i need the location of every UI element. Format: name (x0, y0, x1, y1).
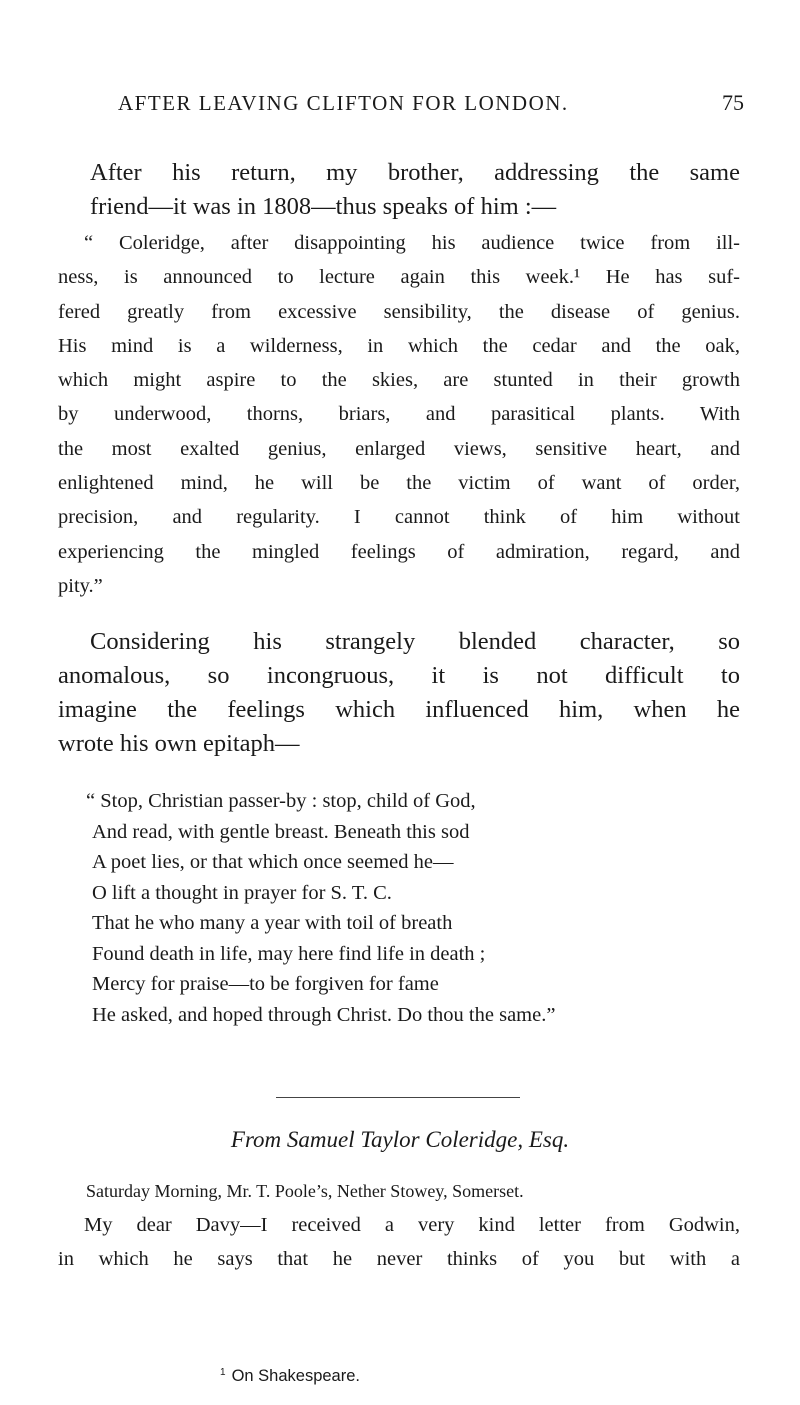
verse-line: Found death in life, may here find life in death ; (92, 942, 486, 965)
text-line: imagine the feelings which influenced him, when he (58, 696, 740, 723)
verse-line: And read, with gentle breast. Beneath this sod (92, 820, 470, 843)
page-number: 75 (722, 90, 744, 115)
text-line: experiencing the mingled feelings of admiration, regard, and (58, 540, 740, 563)
text-line: My dear Davy—I received a very kind letter from Godwin, (84, 1214, 740, 1236)
text-line: ness, is announced to lecture again this week.¹ He has suf- (58, 266, 740, 289)
text-line: After his return, my brother, addressing the same (90, 159, 740, 186)
text-line: pity.” (58, 574, 103, 597)
text-line: His mind is a wilderness, in which the cedar and the oak, (58, 334, 740, 357)
text-line: Considering his strangely blended character, so (90, 628, 740, 655)
verse-line: Mercy for praise—to be forgiven for fame (92, 973, 439, 995)
text-line: wrote his own epitaph— (58, 730, 300, 757)
text-line: the most exalted genius, enlarged views, sensitive heart, and (58, 437, 740, 460)
text-line: by underwood, thorns, briars, and parasitical plants. With (58, 403, 740, 426)
intro-paragraph (58, 156, 740, 224)
text-line: “ Coleridge, after disappointing his audience twice from ill- (84, 232, 740, 254)
running-title: AFTER LEAVING CLIFTON FOR LONDON. (118, 91, 569, 115)
footnote (220, 1362, 360, 1387)
text-line: precision, and regularity. I cannot think of him without (58, 506, 740, 529)
dateline-text: Saturday Morning, Mr. T. Poole’s, Nether Stowey, Somerset. (86, 1181, 524, 1201)
verse-line: “ Stop, Christian passer-by : stop, child of God, (86, 790, 476, 812)
text-line: anomalous, so incongruous, it is not difficult to (58, 662, 740, 689)
verse-line: A poet lies, or that which once seemed he— (92, 851, 454, 873)
considering-paragraph (58, 625, 740, 761)
text-line: friend—it was in 1808—thus speaks of him :— (90, 193, 557, 220)
letter-heading: From Samuel Taylor Coleridge, Esq. (230, 1127, 570, 1152)
letter-opening (58, 1208, 740, 1277)
epitaph-verse (86, 786, 746, 1030)
letter-dateline (86, 1176, 740, 1206)
text-line: fered greatly from excessive sensibility, the disease of genius. (58, 300, 740, 323)
verse-line: That he who many a year with toil of breath (92, 912, 453, 934)
text-line: which might aspire to the skies, are stunted in their growth (58, 369, 740, 392)
verse-line: He asked, and hoped through Christ. Do thou the same.” (92, 1003, 556, 1026)
text-line: in which he says that he never thinks of you but with a (58, 1248, 740, 1271)
section-divider (276, 1097, 520, 1098)
text-line: enlightened mind, he will be the victim of want of order, (58, 472, 740, 495)
footnote-text: On Shakespeare. (231, 1367, 360, 1385)
verse-line: O lift a thought in prayer for S. T. C. (92, 881, 392, 904)
footnote-marker: 1 (220, 1367, 226, 1378)
quoted-paragraph (58, 226, 740, 603)
